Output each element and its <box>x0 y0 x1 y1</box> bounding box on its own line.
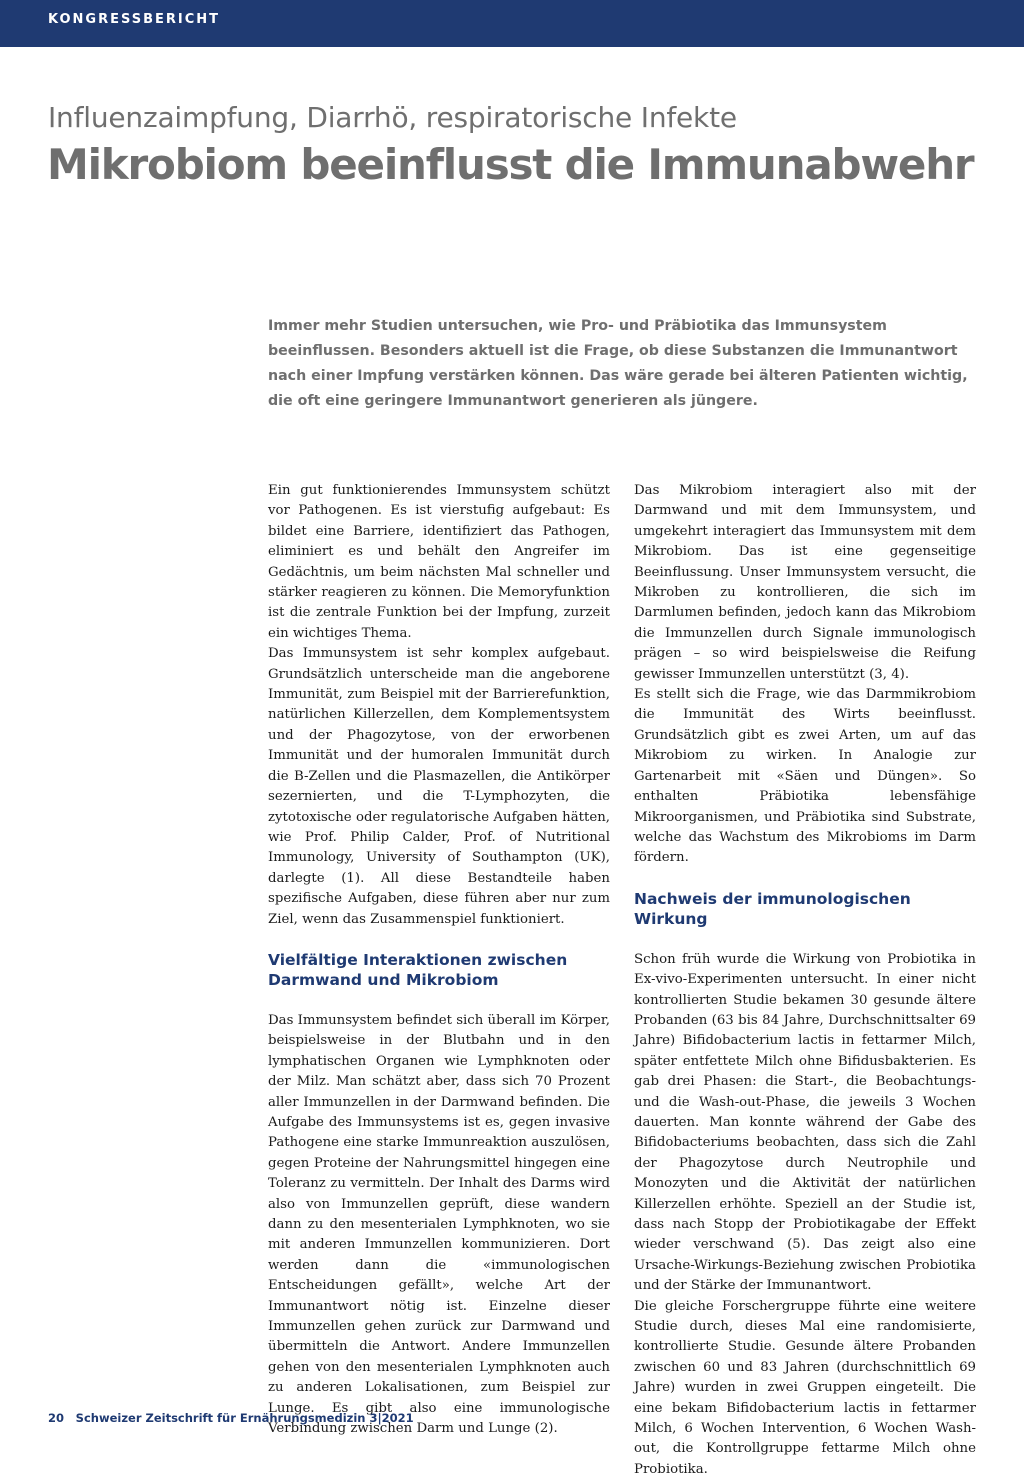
body-paragraph: Das Immunsystem befindet sich überall im Körper, beispielsweise in der Blutbahn und in den lymphatischen Organen wie Lymphknoten oder der Milz. Man schätzt aber, dass sich 70 Prozent aller Immunzellen in der Darmwand befinden. Die Aufgabe des Immunsystems ist es, gegen invasive Pathogene eine starke Immunreaktion auszulösen, gegen Proteine der Nahrungsmittel hingegen eine Toleranz zu vermitteln. Der Inhalt des Darms wird also von Immunzellen geprüft, diese wandern dann zu den mesenterialen Lymphknoten, wo sie mit anderen Immunzellen kommunizieren. Dort werden dann die «immunologischen Entscheidungen gefällt», welche Art der Immunantwort nötig ist. Einzelne dieser Immunzellen gehen zurück zur Darmwand und übermitteln die Antwort. Andere Immunzellen gehen von den mesenterialen Lymphknoten auch zu anderen Lokalisationen, zum Beispiel zur Lunge. Es gibt also eine immunologische Verbindung zwischen Darm und Lunge (2). <box>268 1012 611 1437</box>
left-column <box>268 481 610 1439</box>
article-kicker: Influenzaimpfung, Diarrhö, respiratorische Infekte <box>48 101 737 134</box>
body-paragraph: Es stellt sich die Frage, wie das Darmmikrobiom die Immunität des Wirts beeinflusst. Grundsätzlich gibt es zwei Arten, um auf das Mikrobiom zu wirken. In Analogie zur Gartenarbeit mit «Säen und Düngen». So enthalten Präbiotika lebensfähige Mikroorganismen, und Präbiotika sind Substrate, welche das Wachstum des Mikrobioms im Darm fördern. <box>634 687 976 866</box>
page-footer <box>48 1411 414 1425</box>
body-paragraph: Ein gut funktionierendes Immunsystem schützt vor Pathogenen. Es ist vierstufig aufgebaut: Es bildet eine Barriere, identifiziert das Pathogen, eliminiert es und behält den Angreifer im Gedächtnis, um beim nächsten Mal schneller und stärker reagieren zu können. Die Memoryfunktion ist die zentrale Funktion bei der Impfung, zurzeit ein wichtiges Thema. <box>268 483 610 641</box>
body-paragraph: Das Mikrobiom interagiert also mit der Darmwand und mit dem Immunsystem, und umgekehrt interagiert das Immunsystem mit dem Mikrobiom. Das ist eine gegenseitige Beeinflussung. Unser Immunsystem versucht, die Mikroben zu kontrollieren, die sich im Darmlumen befinden, jedoch kann das Mikrobiom die Immunzellen durch Signale immunologisch prägen – so wird beispielsweise die Reifung gewisser Immunzellen unterstützt (3, 4). <box>634 483 976 682</box>
right-column <box>634 481 976 1480</box>
section-header-bar <box>0 0 1024 47</box>
journal-citation: Schweizer Zeitschrift für Ernährungsmedizin 3|2021 <box>75 1411 414 1425</box>
section-subheading: Nachweis der immunologischen Wirkung <box>634 889 911 929</box>
section-label: KONGRESSBERICHT <box>48 12 221 27</box>
body-paragraph: Die gleiche Forschergruppe führte eine weitere Studie durch, dieses Mal eine randomisierte, kontrollierte Studie. Gesunde ältere Probanden zwischen 60 und 83 Jahren (durchschnittlich 69 Jahre) wurden in zwei Gruppen eingeteilt. Die eine bekam Bifidobacterium lactis in fettarmer Milch, 6 Wochen Intervention, 6 Wochen Wash-out, die Kontrollgruppe fettarme Milch ohne Probiotika. <box>634 1298 976 1477</box>
body-paragraph: Schon früh wurde die Wirkung von Probiotika in Ex-vivo-Experimenten untersucht. In einer nicht kontrollierten Studie bekamen 30 gesunde ältere Probanden (63 bis 84 Jahre, Durchschnittsalter 69 Jahre) Bifidobacterium lactis in fettarmer Milch, später entfettete Milch ohne Bifidusbakterien. Es gab drei Phasen: die Start-, die Beobachtungs- und die Wash-out-Phase, die jeweils 3 Wochen dauerten. Man konnte während der Gabe des Bifidobacteriums beobachten, dass sich die Zahl der Phagozytose durch Neutrophile und Monozyten und die Aktivität der natürlichen Killerzellen erhöhte. Speziell an der Studie ist, dass nach Stopp der Probiotikagabe der Effekt wieder verschwand (5). Das zeigt also eine Ursache-Wirkungs-Beziehung zwischen Probiotika und der Stärke der Immunantwort. <box>634 951 976 1294</box>
body-paragraph: Das Immunsystem ist sehr komplex aufgebaut. Grundsätzlich unterscheide man die angeborene Immunität, zum Beispiel mit der Barrierefunktion, natürlichen Killerzellen, dem Komplementsystem und der Phagozytose, von der erworbenen Immunität und der humoralen Immunität durch die B-Zellen und die Plasmazellen, die Antikörper sezernierten, und die T-Lymphozyten, die zytotoxische oder regulatorische Aufgaben hätten, wie Prof. Philip Calder, Prof. of Nutritional Immunology, University of Southampton (UK), darlegte (1). All diese Bestandteile haben spezifische Aufgaben, diese führen aber nur zum Ziel, wenn das Zusammenspiel funktioniert. <box>268 646 610 927</box>
article-title: Mikrobiom beeinflusst die Immunabwehr <box>47 140 974 189</box>
article-lead: Immer mehr Studien untersuchen, wie Pro- und Präbiotika das Immunsystem beeinflussen. Besonders aktuell ist die Frage, ob diese Substanzen die Immunantwort nach einer Impfung verstärken können. Das wäre gerade bei älteren Patienten wichtig, die oft eine geringere Immunantwort generieren als jüngere. <box>268 318 968 409</box>
section-subheading: Vielfältige Interaktionen zwischen Darmwand und Mikrobiom <box>268 950 568 990</box>
page-number: 20 <box>48 1411 65 1425</box>
